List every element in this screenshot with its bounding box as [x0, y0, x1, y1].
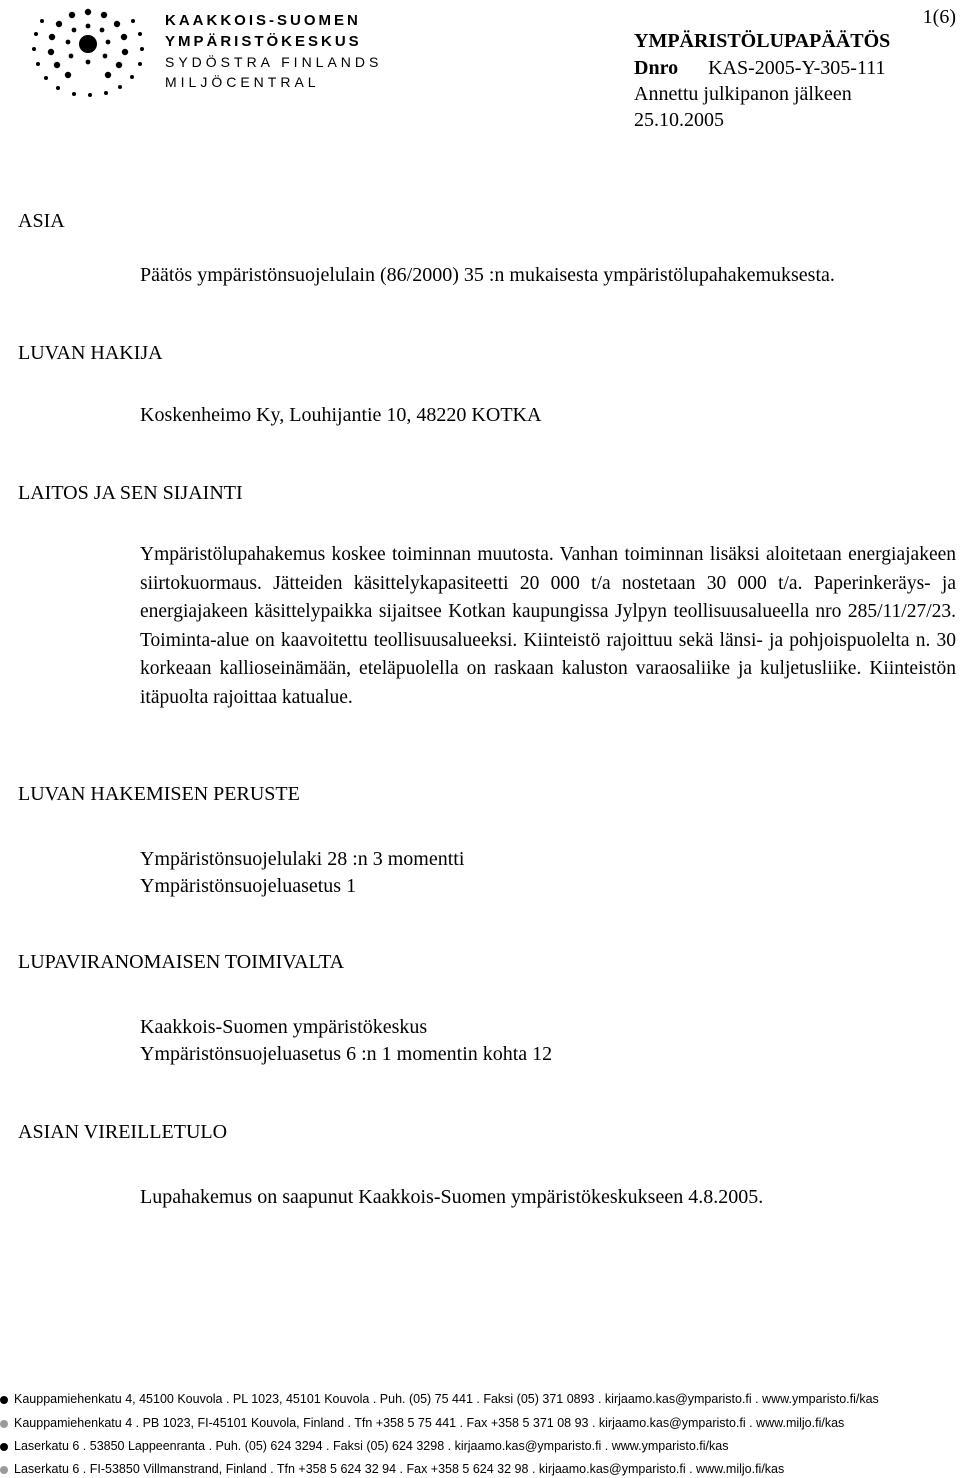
document-title: YMPÄRISTÖLUPAPÄÄTÖS	[634, 30, 891, 52]
logo-line-4: MILJÖCENTRAL	[165, 74, 320, 90]
heading-asian-vireilletulo: ASIAN VIREILLETULO	[18, 1121, 228, 1143]
footer-text: Laserkatu 6 . 53850 Lappeenranta . Puh. (05) 624 3294 . Faksi (05) 624 3298 . kirjaamo.kas@ymparisto.fi . www.ymparisto.fi/kas	[14, 1439, 729, 1453]
footer-line-2	[0, 1416, 844, 1430]
heading-luvan-hakija: LUVAN HAKIJA	[18, 342, 163, 364]
bullet-light-icon	[0, 1466, 8, 1474]
vireilletulo-text: Lupahakemus on saapunut Kaakkois-Suomen ympäristökeskukseen 4.8.2005.	[140, 1186, 764, 1208]
heading-hakemisen-peruste: LUVAN HAKEMISEN PERUSTE	[18, 783, 300, 805]
footer-line-3	[0, 1439, 728, 1453]
footer-text: Kauppamiehenkatu 4, 45100 Kouvola . PL 1023, 45101 Kouvola . Puh. (05) 75 441 . Faksi (05) 371 0893 . kirjaamo.kas@ymparisto.fi . www.ymparisto.fi/kas	[14, 1392, 879, 1406]
peruste-line-1: Ympäristönsuojelulaki 28 :n 3 momentti	[140, 848, 465, 870]
document-date: 25.10.2005	[634, 109, 724, 131]
logo-line-1: KAAKKOIS-SUOMEN	[165, 12, 361, 29]
dnro-label: Dnro	[634, 57, 679, 79]
announced-line: Annettu julkipanon jälkeen	[634, 83, 852, 105]
toimivalta-line-1: Kaakkois-Suomen ympäristökeskus	[140, 1016, 428, 1038]
dnro-line	[634, 55, 886, 81]
logo-line-2: YMPÄRISTÖKESKUS	[165, 33, 362, 50]
hakija-text: Koskenheimo Ky, Louhijantie 10, 48220 KOTKA	[140, 404, 542, 426]
heading-laitos-sijainti: LAITOS JA SEN SIJAINTI	[18, 482, 243, 504]
sijainti-text: Ympäristölupahakemus koskee toiminnan muutosta. Vanhan toiminnan lisäksi aloitetaan energiajakeen siirtokuormaus. Jätteiden käsittelykapasiteetti 20 000 t/a nostetaan 30 000 t/a. Paperinkeräys- ja energiajakeen käsittelypaikka sijaitsee Kotkan kaupungissa Jylpyn teollisuusalueella nro 285/11/27/23. Toiminta-alue on kaavoitettu teollisuusalueeksi. Kiinteistö rajoittuu sekä länsi- ja pohjoispuolelta n. 30 korkeaan kallioseinämään, eteläpuolella on raskaan kaluston varaosaliike ja kuljetusliike. Kiinteistön itäpuolta rajoittaa katualue.	[140, 544, 956, 708]
footer-text: Laserkatu 6 . FI-53850 Villmanstrand, Finland . Tfn +358 5 624 32 94 . Fax +358 5 624 32 98 . kirjaamo.kas@ymparisto.fi . www.miljo.fi/kas	[14, 1462, 785, 1476]
logo-line-3: SYDÖSTRA FINLANDS	[165, 54, 383, 70]
heading-asia: ASIA	[18, 210, 65, 232]
logo-emblem	[22, 4, 154, 100]
toimivalta-line-2: Ympäristönsuojeluasetus 6 :n 1 momentin kohta 12	[140, 1043, 553, 1065]
footer-line-1	[0, 1392, 879, 1406]
heading-lupaviranomaisen-toimivalta: LUPAVIRANOMAISEN TOIMIVALTA	[18, 951, 345, 973]
footer-text: Kauppamiehenkatu 4 . PB 1023, FI-45101 Kouvola, Finland . Tfn +358 5 75 441 . Fax +358 5 371 08 93 . kirjaamo.kas@ymparisto.fi . www.miljo.fi/kas	[14, 1416, 845, 1430]
peruste-line-2: Ympäristönsuojeluasetus 1	[140, 875, 357, 897]
bullet-dark-icon	[0, 1443, 8, 1451]
footer-line-4	[0, 1462, 784, 1476]
asia-text: Päätös ympäristönsuojelulain (86/2000) 35 :n mukaisesta ympäristölupahakemuksesta.	[140, 264, 835, 286]
bullet-dark-icon	[0, 1396, 8, 1404]
dnro-value: KAS-2005-Y-305-111	[708, 57, 886, 79]
bullet-light-icon	[0, 1420, 8, 1428]
page-number: 1(6)	[922, 6, 956, 28]
